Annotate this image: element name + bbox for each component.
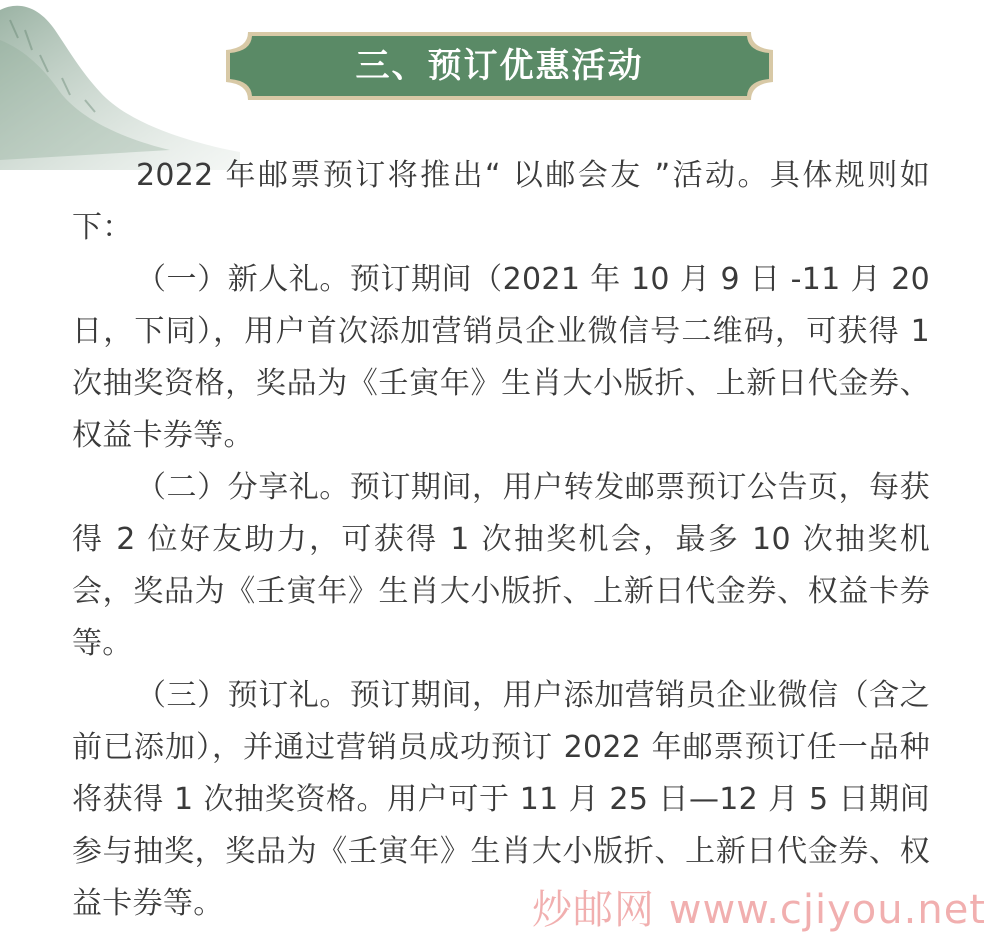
section-header-banner bbox=[222, 28, 777, 104]
rule-share-paragraph: （二）分享礼。预订期间，用户转发邮票预订公告页，每获得 2 位好友助力，可获得 1 次抽奖机会，最多 10 次抽奖机会，奖品为《壬寅年》生肖大小版折、上新日代金券、权益卡券等。 bbox=[72, 470, 930, 661]
mountain-ink-decoration bbox=[0, 0, 240, 170]
site-watermark: 炒邮网 www.cjiyou.net bbox=[532, 887, 986, 933]
body-content bbox=[72, 150, 930, 930]
intro-paragraph: 2022 年邮票预订将推出“ 以邮会友 ”活动。具体规则如下： bbox=[72, 158, 930, 245]
section-title: 三、预订优惠活动 bbox=[355, 46, 644, 86]
rule-booking-paragraph: （三）预订礼。预订期间，用户添加营销员企业微信（含之前已添加），并通过营销员成功预订 2022 年邮票预订任一品种将获得 1 次抽奖资格。用户可于 11 月 25 日—12 月 5 日期间参与抽奖，奖品为《壬寅年》生肖大小版折、上新日代金券、权益卡券等。 bbox=[72, 678, 930, 921]
rule-newcomer-paragraph: （一）新人礼。预订期间（2021 年 10 月 9 日 -11 月 20 日，下同），用户首次添加营销员企业微信号二维码，可获得 1 次抽奖资格，奖品为《壬寅年》生肖大小版折、上新日代金券、权益卡券等。 bbox=[72, 262, 930, 453]
